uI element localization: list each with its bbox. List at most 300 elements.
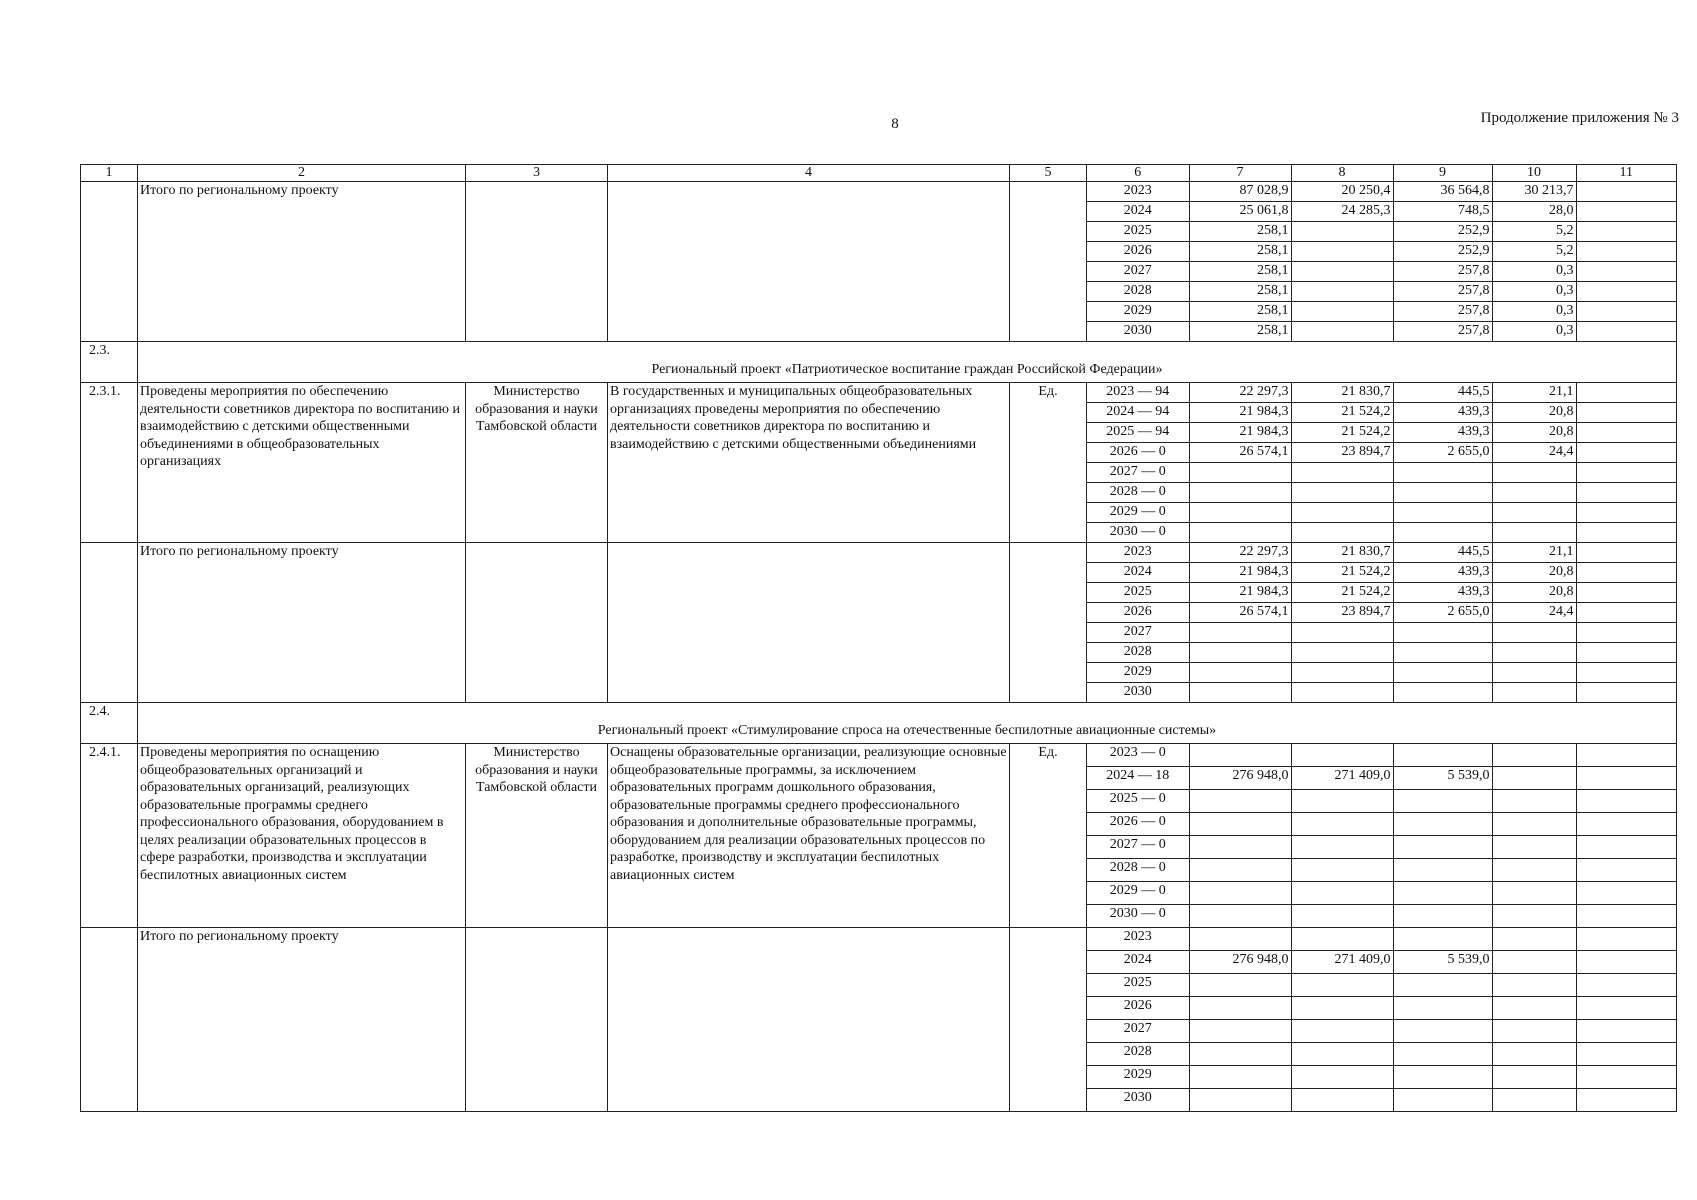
amount-cell: 20,8 — [1492, 563, 1576, 583]
amount-cell — [1291, 302, 1393, 322]
year-cell: 2024 — [1087, 202, 1189, 222]
amount-cell — [1393, 463, 1492, 483]
amount-cell — [1393, 623, 1492, 643]
year-cell: 2026 — [1087, 242, 1189, 262]
year-row — [1087, 1043, 1676, 1066]
amount-cell — [1393, 974, 1492, 997]
amount-cell — [1576, 322, 1676, 342]
amount-cell: 258,1 — [1189, 222, 1291, 242]
amount-cell — [1492, 483, 1576, 503]
amount-cell: 26 574,1 — [1189, 603, 1291, 623]
amount-cell — [1393, 905, 1492, 928]
amount-cell — [1492, 643, 1576, 663]
amount-cell — [1492, 1043, 1576, 1066]
amount-cell: 21 984,3 — [1189, 583, 1291, 603]
amount-cell — [1492, 997, 1576, 1020]
amount-cell — [1576, 744, 1676, 767]
amount-cell — [1189, 483, 1291, 503]
amount-cell — [1393, 1020, 1492, 1043]
item-number: 2.3.1. — [81, 383, 138, 543]
year-row — [1087, 322, 1676, 342]
amount-cell — [1576, 905, 1676, 928]
amount-cell — [1291, 1043, 1393, 1066]
amount-cell — [1492, 1020, 1576, 1043]
amount-cell — [1576, 859, 1676, 882]
amount-cell: 748,5 — [1393, 202, 1492, 222]
amount-cell — [1492, 463, 1576, 483]
amount-cell: 28,0 — [1492, 202, 1576, 222]
year-row — [1087, 603, 1676, 623]
amount-cell: 258,1 — [1189, 262, 1291, 282]
amount-cell — [1492, 882, 1576, 905]
col-header: 1 — [81, 165, 138, 182]
amount-cell — [1291, 322, 1393, 342]
amount-cell: 257,8 — [1393, 282, 1492, 302]
item-row-2-4-1 — [81, 744, 1677, 928]
year-cell: 2030 — 0 — [1109, 906, 1166, 921]
amount-cell — [1189, 744, 1291, 767]
amount-cell: 24,4 — [1492, 603, 1576, 623]
amount-cell — [1393, 836, 1492, 859]
amount-cell — [1291, 242, 1393, 262]
amount-cell: 5 539,0 — [1393, 767, 1492, 790]
amount-cell — [1576, 928, 1676, 951]
amount-cell — [1576, 997, 1676, 1020]
amount-cell — [1576, 882, 1676, 905]
year-row — [1087, 928, 1676, 951]
amount-cell — [1576, 302, 1676, 322]
year-row — [1087, 222, 1676, 242]
year-cell: 2029 — 0 — [1087, 882, 1189, 905]
col-header-group — [1087, 165, 1677, 182]
amount-cell — [1492, 1089, 1576, 1112]
total-row-block-a — [81, 182, 1677, 342]
amount-cell — [1189, 523, 1291, 543]
amount-cell — [1576, 523, 1676, 543]
year-row — [1087, 1020, 1676, 1043]
amount-cell: 439,3 — [1393, 563, 1492, 583]
amount-cell — [1189, 1089, 1291, 1112]
amount-cell — [1291, 836, 1393, 859]
year-row — [1087, 744, 1676, 767]
amount-cell: 25 061,8 — [1189, 202, 1291, 222]
year-row — [1087, 683, 1676, 703]
item-result: Оснащены образовательные организации, реализующие основные общеобразовательные программы, за исключением образовательных программ дошкольного образования, образовательные программы среднего профессионального образования и дополнительные образовательные программы, оборудованием для реализации образовательных процессов по разработке, производству и эксплуатации беспилотных авиационных систем — [608, 744, 1010, 928]
amount-cell — [1393, 997, 1492, 1020]
amount-cell — [1393, 663, 1492, 683]
total-row-2-3 — [81, 543, 1677, 703]
amount-cell — [1576, 836, 1676, 859]
amount-cell — [1393, 790, 1492, 813]
year-cell: 2029 — [1087, 1066, 1189, 1089]
amount-cell — [1492, 663, 1576, 683]
amount-cell — [1393, 1089, 1492, 1112]
amount-cell — [1291, 483, 1393, 503]
col-header: 4 — [608, 165, 1010, 182]
amount-cell — [1291, 905, 1393, 928]
year-cell: 2026 — [1087, 603, 1189, 623]
year-cell: 2026 — 0 — [1087, 813, 1189, 836]
year-cell: 2029 — [1087, 302, 1189, 322]
amount-cell — [1576, 1043, 1676, 1066]
amount-cell: 445,5 — [1393, 543, 1492, 563]
item-row-2-3-1 — [81, 383, 1677, 543]
amount-cell — [1492, 790, 1576, 813]
year-cell: 2026 — 0 — [1087, 443, 1189, 463]
year-cell: 2025 — [1087, 974, 1189, 997]
amount-cell — [1189, 859, 1291, 882]
years-table — [1087, 383, 1676, 542]
amount-cell — [1291, 463, 1393, 483]
amount-cell: 21 984,3 — [1189, 563, 1291, 583]
amount-cell: 21 524,2 — [1291, 423, 1393, 443]
amount-cell: 257,8 — [1393, 302, 1492, 322]
amount-cell: 22 297,3 — [1189, 383, 1291, 403]
amount-cell — [1576, 1020, 1676, 1043]
amount-cell — [1576, 603, 1676, 623]
col-header: 5 — [1010, 165, 1087, 182]
year-row — [1087, 813, 1676, 836]
amount-cell — [1189, 790, 1291, 813]
year-row — [1087, 282, 1676, 302]
year-row — [1087, 905, 1676, 928]
amount-cell: 21 524,2 — [1291, 583, 1393, 603]
amount-cell — [1393, 1043, 1492, 1066]
amount-cell — [1576, 623, 1676, 643]
amount-cell: 439,3 — [1393, 403, 1492, 423]
amount-cell — [1393, 1066, 1492, 1089]
amount-cell — [1393, 523, 1492, 543]
amount-cell: 5,2 — [1492, 222, 1576, 242]
amount-cell: 271 409,0 — [1291, 951, 1393, 974]
total-label: Итого по региональному проекту — [138, 928, 466, 1112]
amount-cell: 26 574,1 — [1189, 443, 1291, 463]
year-row — [1087, 463, 1676, 483]
amount-cell: 2 655,0 — [1393, 603, 1492, 623]
year-row — [1087, 767, 1676, 790]
amount-cell — [1189, 663, 1291, 683]
year-row — [1087, 623, 1676, 643]
item-name: Проведены мероприятия по обеспечению деятельности советников директора по воспитанию и взаимодействию с детскими общественными объединениями в общеобразовательных организациях — [138, 383, 466, 543]
year-row — [1087, 262, 1676, 282]
col-header: 2 — [138, 165, 466, 182]
year-cell: 2024 — 94 — [1087, 403, 1189, 423]
amount-cell — [1576, 182, 1676, 202]
amount-cell: 5 539,0 — [1393, 951, 1492, 974]
amount-cell — [1189, 1043, 1291, 1066]
amount-cell — [1189, 997, 1291, 1020]
amount-cell — [1393, 683, 1492, 703]
amount-cell: 20,8 — [1492, 583, 1576, 603]
amount-cell: 257,8 — [1393, 262, 1492, 282]
amount-cell — [1291, 790, 1393, 813]
amount-cell — [1576, 683, 1676, 703]
year-row — [1087, 202, 1676, 222]
year-row — [1087, 583, 1676, 603]
column-numbers-row — [81, 165, 1677, 182]
amount-cell — [1492, 905, 1576, 928]
col-header: 10 — [1492, 165, 1576, 181]
year-cell: 2027 — 0 — [1087, 463, 1189, 483]
amount-cell: 271 409,0 — [1291, 767, 1393, 790]
amount-cell: 439,3 — [1393, 583, 1492, 603]
total-row-2-4 — [81, 928, 1677, 1112]
amount-cell — [1393, 882, 1492, 905]
amount-cell — [1576, 583, 1676, 603]
amount-cell — [1492, 523, 1576, 543]
years-table — [1087, 928, 1676, 1111]
col-header: 11 — [1576, 165, 1676, 181]
amount-cell: 252,9 — [1393, 242, 1492, 262]
amount-cell — [1189, 836, 1291, 859]
year-cell: 2027 — 0 — [1087, 836, 1189, 859]
year-row — [1087, 523, 1676, 543]
section-number: 2.3. — [81, 342, 138, 383]
amount-cell: 21 830,7 — [1291, 543, 1393, 563]
year-cell: 2023 — 94 — [1087, 383, 1189, 403]
amount-cell: 21 524,2 — [1291, 403, 1393, 423]
amount-cell — [1291, 222, 1393, 242]
amount-cell: 445,5 — [1393, 383, 1492, 403]
year-row — [1087, 242, 1676, 262]
amount-cell — [1393, 813, 1492, 836]
col-header-sub — [1087, 165, 1676, 181]
item-number: 2.4.1. — [81, 744, 138, 928]
amount-cell — [1576, 262, 1676, 282]
amount-cell: 0,3 — [1492, 302, 1576, 322]
year-row — [1087, 483, 1676, 503]
section-row-2-3 — [81, 342, 1677, 383]
amount-cell — [1189, 928, 1291, 951]
year-cell: 2023 — [1087, 543, 1189, 563]
amount-cell: 22 297,3 — [1189, 543, 1291, 563]
amount-cell — [1576, 282, 1676, 302]
amount-cell — [1492, 813, 1576, 836]
year-row — [1087, 403, 1676, 423]
year-row — [1087, 882, 1676, 905]
amount-cell: 24 285,3 — [1291, 202, 1393, 222]
year-cell: 2026 — [1087, 997, 1189, 1020]
year-row — [1087, 443, 1676, 463]
amount-cell — [1189, 463, 1291, 483]
item-result: В государственных и муниципальных общеобразовательных организациях проведены мероприятия по обеспечению деятельности советников директора по воспитанию и взаимодействию с детскими общественными объединениями — [608, 383, 1010, 543]
total-label: Итого по региональному проекту — [138, 543, 466, 703]
years-table — [1087, 182, 1676, 341]
section-number: 2.4. — [81, 703, 138, 744]
item-executor: Министерство образования и науки Тамбовской области — [466, 383, 608, 543]
amount-cell — [1576, 951, 1676, 974]
amount-cell — [1291, 503, 1393, 523]
amount-cell — [1492, 928, 1576, 951]
year-cell: 2028 — 0 — [1087, 483, 1189, 503]
amount-cell: 276 948,0 — [1189, 767, 1291, 790]
amount-cell — [1576, 543, 1676, 563]
year-cell: 2028 — 0 — [1087, 859, 1189, 882]
amount-cell — [1291, 813, 1393, 836]
year-row — [1087, 503, 1676, 523]
year-row — [1087, 859, 1676, 882]
amount-cell — [1492, 744, 1576, 767]
amount-cell: 0,3 — [1492, 282, 1576, 302]
year-row — [1087, 1066, 1676, 1089]
amount-cell — [1291, 744, 1393, 767]
amount-cell — [1576, 383, 1676, 403]
amount-cell: 21,1 — [1492, 383, 1576, 403]
years-table — [1087, 744, 1676, 927]
amount-cell — [1291, 523, 1393, 543]
year-row — [1087, 643, 1676, 663]
amount-cell — [1576, 790, 1676, 813]
item-unit: Ед. — [1010, 744, 1087, 928]
year-row — [1087, 182, 1676, 202]
section-row-2-4 — [81, 703, 1677, 744]
amount-cell: 439,3 — [1393, 423, 1492, 443]
program-table — [80, 164, 1677, 1112]
amount-cell — [1576, 1089, 1676, 1112]
year-cell: 2025 — [1087, 583, 1189, 603]
amount-cell: 21 984,3 — [1189, 423, 1291, 443]
amount-cell — [1576, 222, 1676, 242]
year-cell: 2027 — [1087, 1020, 1189, 1043]
year-row — [1087, 836, 1676, 859]
col-header: 8 — [1291, 165, 1393, 181]
amount-cell — [1576, 563, 1676, 583]
year-cell: 2030 — [1123, 1090, 1152, 1105]
year-row — [1087, 951, 1676, 974]
year-cell: 2023 — [1087, 182, 1189, 202]
amount-cell — [1189, 974, 1291, 997]
year-row — [1087, 423, 1676, 443]
col-header: 9 — [1393, 165, 1492, 181]
amount-cell: 257,8 — [1393, 322, 1492, 342]
year-row — [1087, 790, 1676, 813]
year-row — [1087, 563, 1676, 583]
amount-cell: 87 028,9 — [1189, 182, 1291, 202]
amount-cell: 21 984,3 — [1189, 403, 1291, 423]
col-header: 6 — [1134, 165, 1142, 180]
amount-cell — [1576, 1066, 1676, 1089]
amount-cell — [1492, 859, 1576, 882]
amount-cell: 0,3 — [1492, 322, 1576, 342]
amount-cell: 21 524,2 — [1291, 563, 1393, 583]
amount-cell — [1492, 623, 1576, 643]
col-header: 3 — [466, 165, 608, 182]
amount-cell — [1189, 882, 1291, 905]
amount-cell: 276 948,0 — [1189, 951, 1291, 974]
amount-cell — [1492, 1066, 1576, 1089]
year-cell: 2024 — [1087, 563, 1189, 583]
col-header: 7 — [1189, 165, 1291, 181]
amount-cell: 20 250,4 — [1291, 182, 1393, 202]
amount-cell: 36 564,8 — [1393, 182, 1492, 202]
amount-cell — [1393, 483, 1492, 503]
amount-cell: 2 655,0 — [1393, 443, 1492, 463]
amount-cell — [1291, 663, 1393, 683]
amount-cell — [1189, 813, 1291, 836]
amount-cell: 30 213,7 — [1492, 182, 1576, 202]
amount-cell — [1393, 643, 1492, 663]
year-cell: 2029 — 0 — [1087, 503, 1189, 523]
amount-cell: 20,8 — [1492, 403, 1576, 423]
amount-cell — [1576, 423, 1676, 443]
amount-cell — [1576, 767, 1676, 790]
year-row — [1087, 663, 1676, 683]
item-executor: Министерство образования и науки Тамбовской области — [466, 744, 608, 928]
year-cell: 2030 — [1123, 684, 1152, 699]
amount-cell: 258,1 — [1189, 242, 1291, 262]
section-title: Региональный проект «Стимулирование спроса на отечественные беспилотные авиационные системы» — [138, 703, 1677, 744]
amount-cell: 258,1 — [1189, 322, 1291, 342]
amount-cell — [1576, 974, 1676, 997]
amount-cell — [1291, 262, 1393, 282]
year-cell: 2027 — [1087, 262, 1189, 282]
page-number: 8 — [891, 116, 899, 132]
year-cell: 2025 — 94 — [1087, 423, 1189, 443]
year-cell: 2024 — 18 — [1087, 767, 1189, 790]
amount-cell — [1291, 882, 1393, 905]
amount-cell — [1189, 643, 1291, 663]
year-cell: 2030 — [1123, 323, 1152, 338]
amount-cell — [1492, 503, 1576, 523]
section-title: Региональный проект «Патриотическое воспитание граждан Российской Федерации» — [138, 342, 1677, 383]
amount-cell: 258,1 — [1189, 302, 1291, 322]
year-row — [1087, 997, 1676, 1020]
year-cell: 2028 — [1087, 643, 1189, 663]
year-cell: 2024 — [1087, 951, 1189, 974]
amount-cell — [1492, 683, 1576, 703]
amount-cell — [1189, 683, 1291, 703]
amount-cell — [1189, 905, 1291, 928]
amount-cell — [1492, 974, 1576, 997]
amount-cell — [1291, 928, 1393, 951]
year-cell: 2028 — [1087, 1043, 1189, 1066]
continuation-label: Продолжение приложения № 3 — [1480, 110, 1679, 126]
amount-cell: 0,3 — [1492, 262, 1576, 282]
amount-cell — [1576, 663, 1676, 683]
amount-cell — [1291, 643, 1393, 663]
amount-cell — [1576, 813, 1676, 836]
amount-cell: 23 894,7 — [1291, 443, 1393, 463]
amount-cell — [1291, 859, 1393, 882]
year-cell: 2027 — [1087, 623, 1189, 643]
year-cell: 2030 — 0 — [1109, 524, 1166, 539]
amount-cell: 252,9 — [1393, 222, 1492, 242]
amount-cell — [1393, 744, 1492, 767]
amount-cell — [1393, 859, 1492, 882]
years-table — [1087, 543, 1676, 702]
amount-cell — [1189, 503, 1291, 523]
amount-cell — [1291, 1066, 1393, 1089]
year-cell: 2029 — [1087, 663, 1189, 683]
year-cell: 2025 — [1087, 222, 1189, 242]
total-label: Итого по региональному проекту — [138, 182, 466, 342]
amount-cell: 5,2 — [1492, 242, 1576, 262]
item-name: Проведены мероприятия по оснащению общеобразовательных организаций и образовательных организаций, реализующих образовательные программы среднего профессионального образования, оборудованием в целях реализации образовательных процессов в сфере разработки, производства и эксплуатации беспилотных авиационных систем — [138, 744, 466, 928]
amount-cell: 21,1 — [1492, 543, 1576, 563]
amount-cell: 23 894,7 — [1291, 603, 1393, 623]
amount-cell — [1291, 623, 1393, 643]
amount-cell — [1291, 282, 1393, 302]
amount-cell — [1291, 1089, 1393, 1112]
amount-cell — [1492, 767, 1576, 790]
amount-cell: 20,8 — [1492, 423, 1576, 443]
year-cell: 2023 — 0 — [1087, 744, 1189, 767]
year-cell: 2025 — 0 — [1087, 790, 1189, 813]
amount-cell — [1576, 483, 1676, 503]
amount-cell — [1576, 443, 1676, 463]
item-unit: Ед. — [1010, 383, 1087, 543]
amount-cell — [1291, 997, 1393, 1020]
